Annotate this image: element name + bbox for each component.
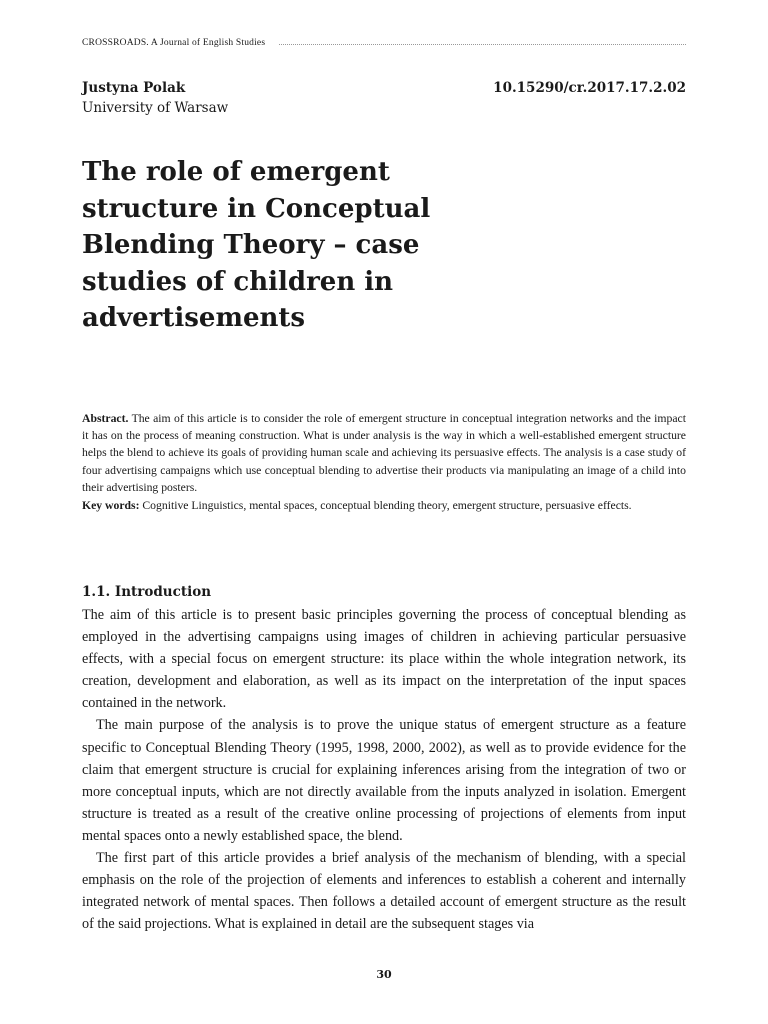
abstract [82,410,686,496]
author-name: Justyna Polak [82,80,186,96]
paragraph-3: The first part of this article provides a brief analysis of the mechanism of blending, with a special emphasis on the role of the projection of elements and inferences to establish a coherent and internally integrated network of mental spaces. Then follows a detailed account of emergent structure as the result of the said projections. What is explained in detail are the subsequent stages via [82,850,686,933]
abstract-label: Abstract. [82,412,129,425]
author-block [82,80,686,116]
header-dotted-rule [279,44,686,45]
section-heading: 1.1. Introduction [82,584,212,600]
keywords-label: Key words: [82,499,140,512]
abstract-text: The aim of this article is to consider the role of emergent structure in conceptual integration networks and the impact it has on the process of meaning construction. What is under analysis is the way in which a well-established emergent structure helps the blend to achieve its goals of providing human scale and achieving its persuasive effects. The analysis is a case study of four advertising campaigns which use conceptual blending to advertise their products via manipulating an image of a child into their advertising posters. [82,412,686,494]
running-header [82,38,686,48]
article-title: The role of emergent structure in Conceptual Blending Theory – case studies of children in advertisements [82,157,431,333]
paragraph-2: The main purpose of the analysis is to prove the unique status of emergent structure as a feature specific to Conceptual Blending Theory (1995, 1998, 2000, 2002), as well as to provide evidence for the claim that emergent structure is crucial for explaining inferences arising from the integration of two or more conceptual inputs, which are not directly available from the inputs analyzed in isolation. Emergent structure is treated as a result of the creative online processing of projections of elements from input mental spaces onto a newly established space, the blend. [82,717,686,844]
author-affiliation: University of Warsaw [82,100,229,116]
page-number: 30 [376,968,392,981]
paragraph-1: The aim of this article is to present basic principles governing the process of conceptual blending as employed in the advertising campaigns using images of children in achieving particular persuasive effects, with a special focus on emergent structure: its place within the whole integration network, its creation, development and elaboration, as well as its impact on the interpretation of the input spaces contained in the network. [82,607,686,712]
keywords [82,497,686,514]
doi-identifier: 10.15290/cr.2017.17.2.02 [493,80,686,96]
journal-title: CROSSROADS. A Journal of English Studies [82,38,266,48]
body-text [82,604,686,935]
author-row [82,80,686,96]
keywords-text: Cognitive Linguistics, mental spaces, conceptual blending theory, emergent structure, persuasive effects. [139,499,632,512]
